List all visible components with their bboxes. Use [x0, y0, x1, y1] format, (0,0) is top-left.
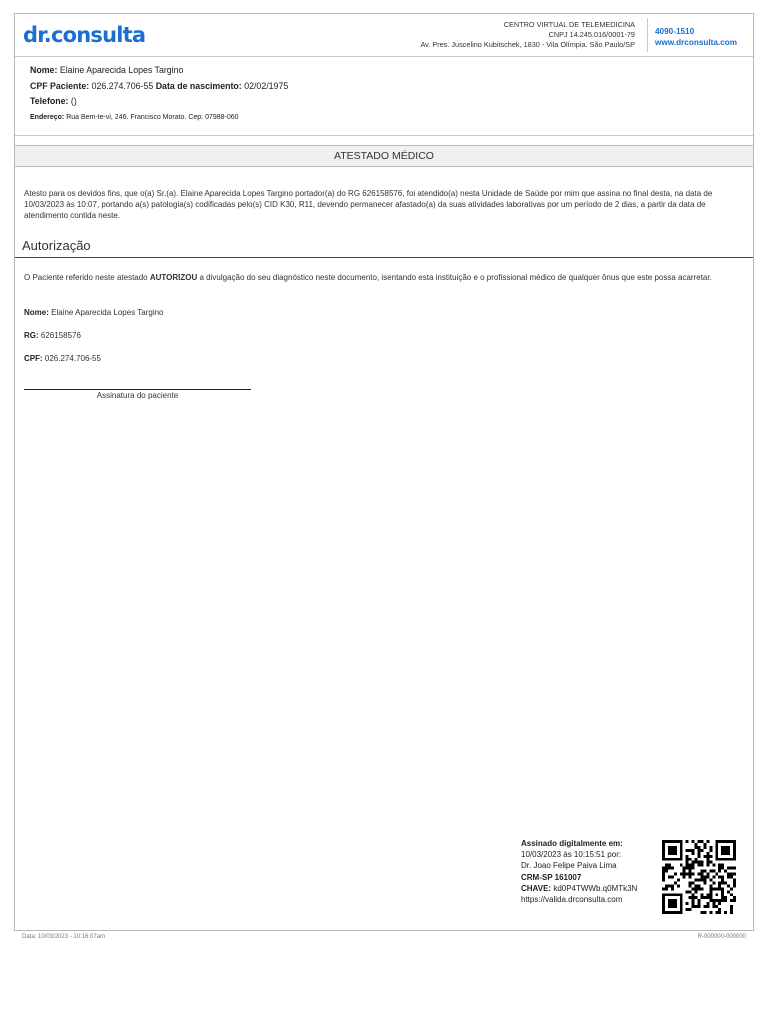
auth-cpf-label: CPF:	[24, 354, 43, 363]
auth-name-field	[24, 308, 164, 317]
document-body: Atesto para os devidos fins, que o(a) Sr.(a). Elaine Aparecida Lopes Targino portador(a) do RG 626158576, foi atendido(a) nesta Unidade de Saúde por mim que assina no final desta, na data de 10/03/2023 às 10:07, portando a(s) patologia(s) codificadas pelo(s) CID K30, R11, devendo permanecer afastado(a) da suas atividades laborativas por um período de 2 dias, a partir da data de atendimento contida neste.	[24, 189, 713, 220]
patient-address: Rua Bem-te-vi, 246. Francisco Morato. Cep: 07988-060	[66, 113, 239, 121]
patient-birth: 02/02/1975	[244, 80, 289, 91]
digital-signature-url[interactable]: https://valida.drconsulta.com	[521, 895, 623, 905]
header-divider	[647, 18, 648, 52]
footer-code: R-000000-000000	[697, 934, 746, 940]
patient-cpf-label: CPF Paciente:	[30, 80, 90, 91]
qr-code-icon[interactable]	[661, 840, 737, 914]
patient-name-row	[30, 65, 288, 81]
auth-cpf: 026.274.706-55	[44, 354, 101, 363]
document-title: ATESTADO MÉDICO	[15, 145, 753, 167]
center-address: Av. Pres. Juscelino Kubitschek, 1830 - Vila Olímpia. São Paulo/SP	[420, 40, 635, 49]
center-info	[420, 20, 635, 50]
authorization-text-end: a divulgação do seu diagnóstico neste documento, isentando esta instituição e o profissional médico de qualquer ônus que este possa acarretar.	[197, 273, 712, 282]
patient-cpf-row	[30, 81, 288, 97]
contact-phone: 4090-1510	[655, 27, 695, 36]
patient-name-label: Nome:	[30, 65, 58, 75]
digital-signature-key-label: CHAVE:	[521, 883, 552, 893]
patient-separator	[15, 135, 753, 136]
digital-signature-key: kd0P4TWWb.q0MTk3N	[553, 883, 638, 893]
contact-website[interactable]: www.drconsulta.com	[655, 38, 738, 47]
digital-signature-datetime: 10/03/2023 às 10:15:51 por:	[521, 850, 622, 860]
auth-rg-label: RG:	[24, 331, 39, 340]
header	[15, 14, 753, 57]
footer-date: Data: 10/03/2023 - 10:16:07am	[22, 934, 106, 940]
patient-name: Elaine Aparecida Lopes Targino	[59, 65, 184, 75]
auth-rg: 626158576	[40, 331, 81, 340]
signature-line	[24, 389, 251, 390]
digital-signature-crm: CRM-SP 161007	[521, 872, 582, 882]
auth-cpf-field	[24, 354, 101, 363]
patient-address-row	[30, 114, 288, 130]
center-name: CENTRO VIRTUAL DE TELEMEDICINA	[503, 20, 635, 29]
auth-rg-field	[24, 331, 81, 340]
auth-name-label: Nome:	[24, 308, 49, 317]
document-frame	[14, 13, 754, 931]
authorization-text-start: O Paciente referido neste atestado	[24, 273, 150, 282]
patient-address-label: Endereço:	[30, 113, 65, 121]
digital-signature-title: Assinado digitalmente em:	[521, 839, 623, 848]
authorization-divider	[15, 257, 753, 258]
digital-signature	[521, 838, 637, 905]
logo: dr.consulta	[23, 23, 146, 47]
authorization-title: Autorização	[22, 238, 91, 253]
patient-info	[30, 65, 288, 129]
patient-phone-label: Telefone:	[30, 96, 69, 106]
digital-signature-key-row	[521, 883, 637, 894]
patient-birth-label: Data de nascimento:	[155, 80, 242, 91]
center-cnpj: CNPJ 14.245.016/0001-79	[548, 30, 635, 39]
authorization-text-bold: AUTORIZOU	[149, 273, 198, 282]
patient-cpf: 026.274.706-55	[91, 80, 154, 91]
authorization-text	[24, 272, 744, 283]
digital-signature-doctor: Dr. Joao Felipe Paiva Lima	[521, 861, 617, 871]
patient-phone-row	[30, 96, 288, 112]
contact-info	[655, 26, 737, 48]
auth-name: Elaine Aparecida Lopes Targino	[51, 308, 164, 317]
patient-phone: ()	[70, 96, 77, 106]
signature-label: Assinatura do paciente	[96, 391, 179, 400]
